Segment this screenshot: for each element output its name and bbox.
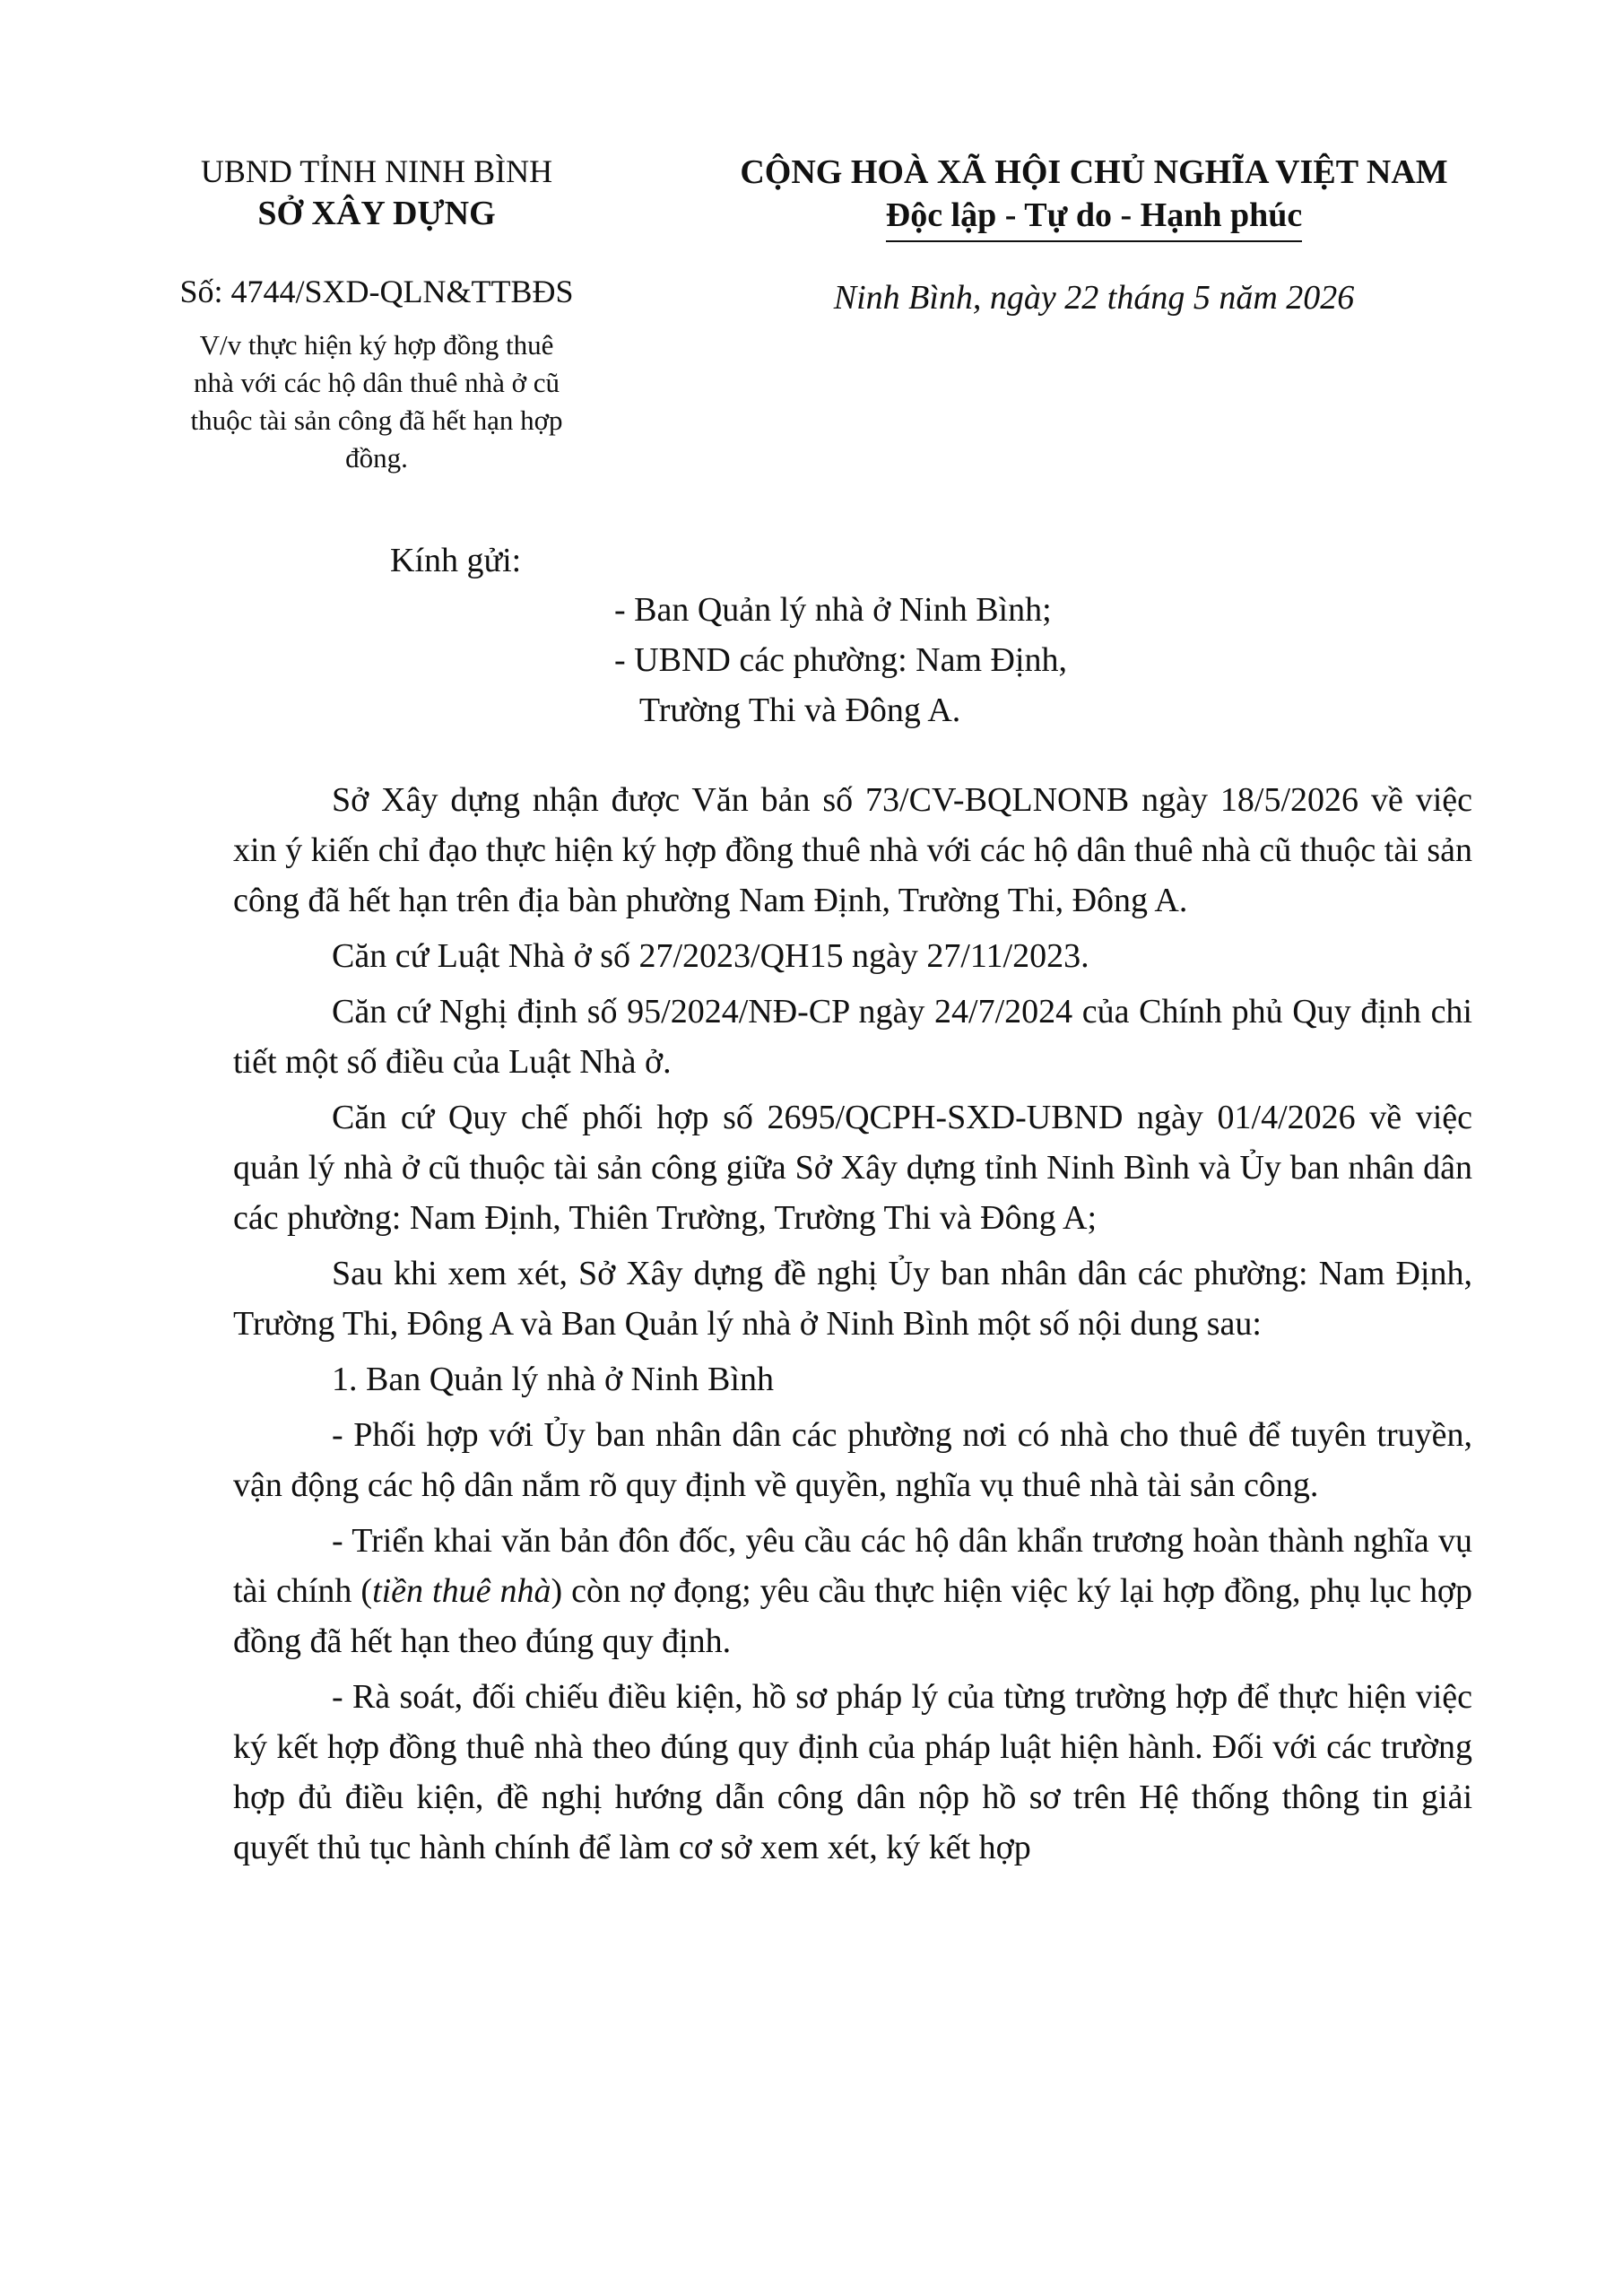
national-motto: Độc lập - Tự do - Hạnh phúc xyxy=(886,194,1303,242)
document-number: Số: 4744/SXD-QLN&TTBĐS xyxy=(179,274,574,309)
body-paragraph: Sở Xây dựng nhận được Văn bản số 73/CV-BQLNONB ngày 18/5/2026 về việc xin ý kiến chỉ đạo thực hiện ký hợp đồng thuê nhà với các hộ dân thuê nhà cũ thuộc tài sản công đã hết hạn trên địa bàn phường Nam Định, Trường Thi, Đông A. xyxy=(233,781,1472,919)
organization-name: SỞ XÂY DỰNG xyxy=(257,195,496,232)
body-paragraph: Sau khi xem xét, Sở Xây dựng đề nghị Ủy ban nhân dân các phường: Nam Định, Trường Thi, Đông A và Ban Quản lý nhà ở Ninh Bình một số nội dung sau: xyxy=(233,1255,1472,1343)
body-paragraph: Căn cứ Quy chế phối hợp số 2695/QCPH-SXD-UBND ngày 01/4/2026 về việc quản lý nhà ở cũ thuộc tài sản công giữa Sở Xây dựng tỉnh Ninh Bình và Ủy ban nhân dân các phường: Nam Định, Thiên Trường, Trường Thi và Đông A; xyxy=(233,1099,1472,1237)
national-header xyxy=(681,151,1506,319)
italic-text-run: tiền thuê nhà xyxy=(372,1572,551,1610)
document-subject: V/v thực hiện ký hợp đồng thuê nhà với các hộ dân thuê nhà ở cũ thuộc tài sản công đã hết hạn hợp đồng. xyxy=(190,329,563,474)
text-run: - Triển khai văn bản đôn đốc, yêu cầu các hộ dân khẩn trương hoàn thành nghĩa vụ tài chính ( xyxy=(233,1522,1472,1610)
recipients-block xyxy=(390,536,1466,735)
recipient-list xyxy=(614,585,1466,735)
body-paragraph: - Phối hợp với Ủy ban nhân dân các phường nơi có nhà cho thuê để tuyên truyền, vận động các hộ dân nắm rõ quy định về quyền, nghĩa vụ thuê nhà tài sản công. xyxy=(233,1416,1472,1504)
body-paragraph xyxy=(233,1516,1472,1666)
place-and-date: Ninh Bình, ngày 22 tháng 5 năm 2026 xyxy=(833,279,1355,317)
recipient-item: - UBND các phường: Nam Định, xyxy=(614,641,1068,679)
document-body xyxy=(233,775,1472,1878)
national-title: CỘNG HOÀ XÃ HỘI CHỦ NGHĨA VIỆT NAM xyxy=(740,153,1448,191)
text-run: ) còn nợ đọng; yêu cầu thực hiện việc ký lại hợp đồng, phụ lục hợp đồng đã hết hạn theo đúng quy định. xyxy=(233,1572,1473,1660)
issuer-block xyxy=(143,151,610,477)
body-paragraph: - Rà soát, đối chiếu điều kiện, hồ sơ pháp lý của từng trường hợp để thực hiện việc ký kết hợp đồng thuê nhà theo đúng quy định của pháp luật hiện hành. Đối với các trường hợp đủ điều kiện, đề nghị hướng dẫn công dân nộp hồ sơ trên Hệ thống thông tin giải quyết thủ tục hành chính để làm cơ sở xem xét, ký kết hợp xyxy=(233,1678,1472,1866)
parent-organization: UBND TỈNH NINH BÌNH xyxy=(200,153,553,189)
recipient-item: - Ban Quản lý nhà ở Ninh Bình; xyxy=(614,591,1052,629)
body-paragraph: Căn cứ Nghị định số 95/2024/NĐ-CP ngày 24/7/2024 của Chính phủ Quy định chi tiết một số điều của Luật Nhà ở. xyxy=(233,993,1472,1081)
section-heading: 1. Ban Quản lý nhà ở Ninh Bình xyxy=(332,1361,774,1398)
recipients-label: Kính gửi: xyxy=(390,542,522,579)
body-paragraph: Căn cứ Luật Nhà ở số 27/2023/QH15 ngày 27/11/2023. xyxy=(332,937,1089,975)
recipient-item: Trường Thi và Đông A. xyxy=(614,691,961,729)
